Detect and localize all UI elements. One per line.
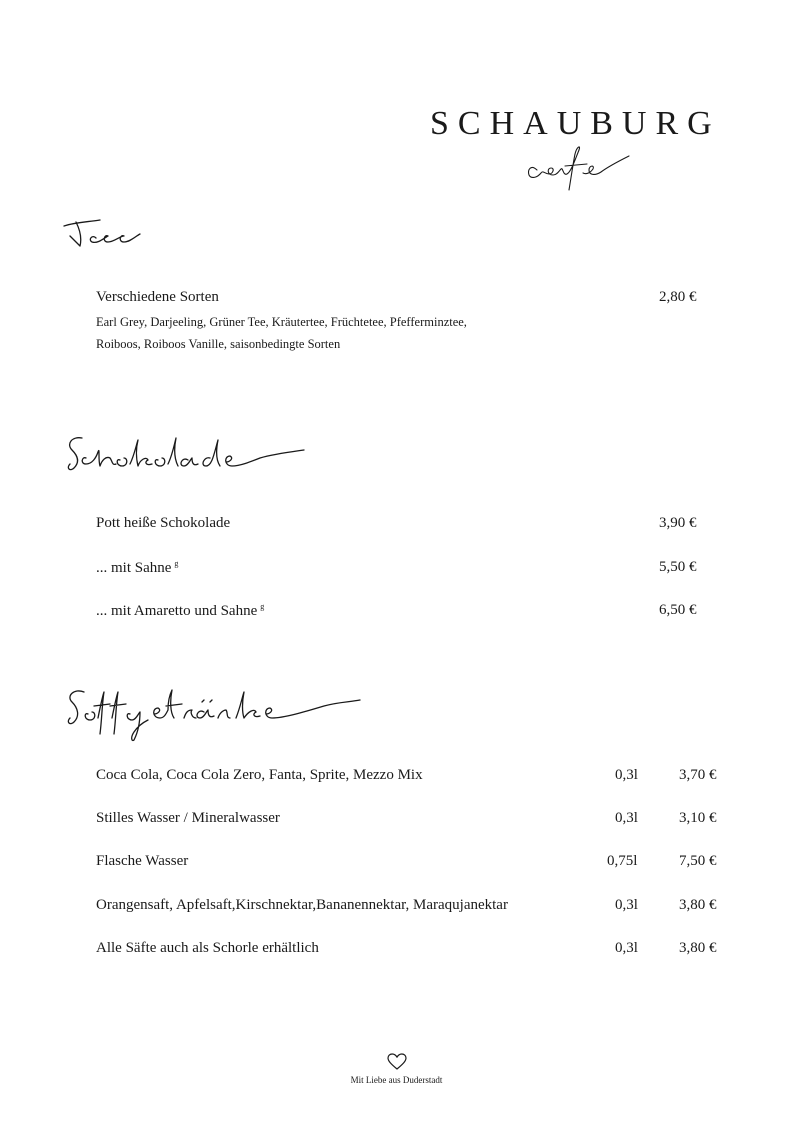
menu-item <box>96 602 264 620</box>
menu-item-price: 6,50 € <box>659 602 697 618</box>
menu-item-name: Stilles Wasser / Mineralwasser <box>96 810 280 826</box>
menu-item-name: Coca Cola, Coca Cola Zero, Fanta, Sprite, Mezzo Mix <box>96 767 423 783</box>
menu-item-price: 3,90 € <box>659 515 697 531</box>
menu-item-volume: 0,3l <box>615 810 638 826</box>
menu-item-price: 3,10 € <box>679 810 717 826</box>
heart-icon <box>387 1053 407 1071</box>
section-heading-schokolade <box>64 432 312 478</box>
brand-title: SCHAUBURG <box>430 105 721 142</box>
menu-item-price: 2,80 € <box>659 289 697 305</box>
menu-item-volume: 0,75l <box>607 853 638 869</box>
section-heading-tee <box>62 214 142 250</box>
menu-item-name: Orangensaft, Apfelsaft,Kirschnektar,Bananennektar, Maraqujanektar <box>96 897 508 913</box>
menu-item-volume: 0,3l <box>615 767 638 783</box>
menu-item-name: Flasche Wasser <box>96 853 189 869</box>
menu-item-price: 3,70 € <box>679 767 717 783</box>
menu-item <box>96 559 178 577</box>
menu-item-name: Pott heiße Schokolade <box>96 515 231 531</box>
allergen-note: g <box>260 602 265 611</box>
menu-item-price: 7,50 € <box>679 853 717 869</box>
menu-item-volume: 0,3l <box>615 940 638 956</box>
menu-item-description: Earl Grey, Darjeeling, Grüner Tee, Kräutertee, Früchtetee, Pfefferminztee, <box>96 315 467 329</box>
footer-text: Mit Liebe aus Duderstadt <box>350 1075 443 1085</box>
menu-item-price: 3,80 € <box>679 940 717 956</box>
menu-item-volume: 0,3l <box>615 897 638 913</box>
brand-header <box>430 104 740 144</box>
cafe-script-logo <box>525 140 635 192</box>
menu-item-name: ... mit Amaretto und Sahne <box>96 603 258 619</box>
menu-item-name: Verschiedene Sorten <box>96 289 219 305</box>
menu-item-description: Roiboos, Roiboos Vanille, saisonbedingte Sorten <box>96 337 341 351</box>
menu-item-name: Alle Säfte auch als Schorle erhältlich <box>96 940 319 956</box>
menu-item-price: 5,50 € <box>659 559 697 575</box>
menu-item-name: ... mit Sahne <box>96 560 172 576</box>
menu-item-price: 3,80 € <box>679 897 717 913</box>
section-heading-softgetraenke <box>64 684 364 744</box>
allergen-note: g <box>174 559 179 568</box>
